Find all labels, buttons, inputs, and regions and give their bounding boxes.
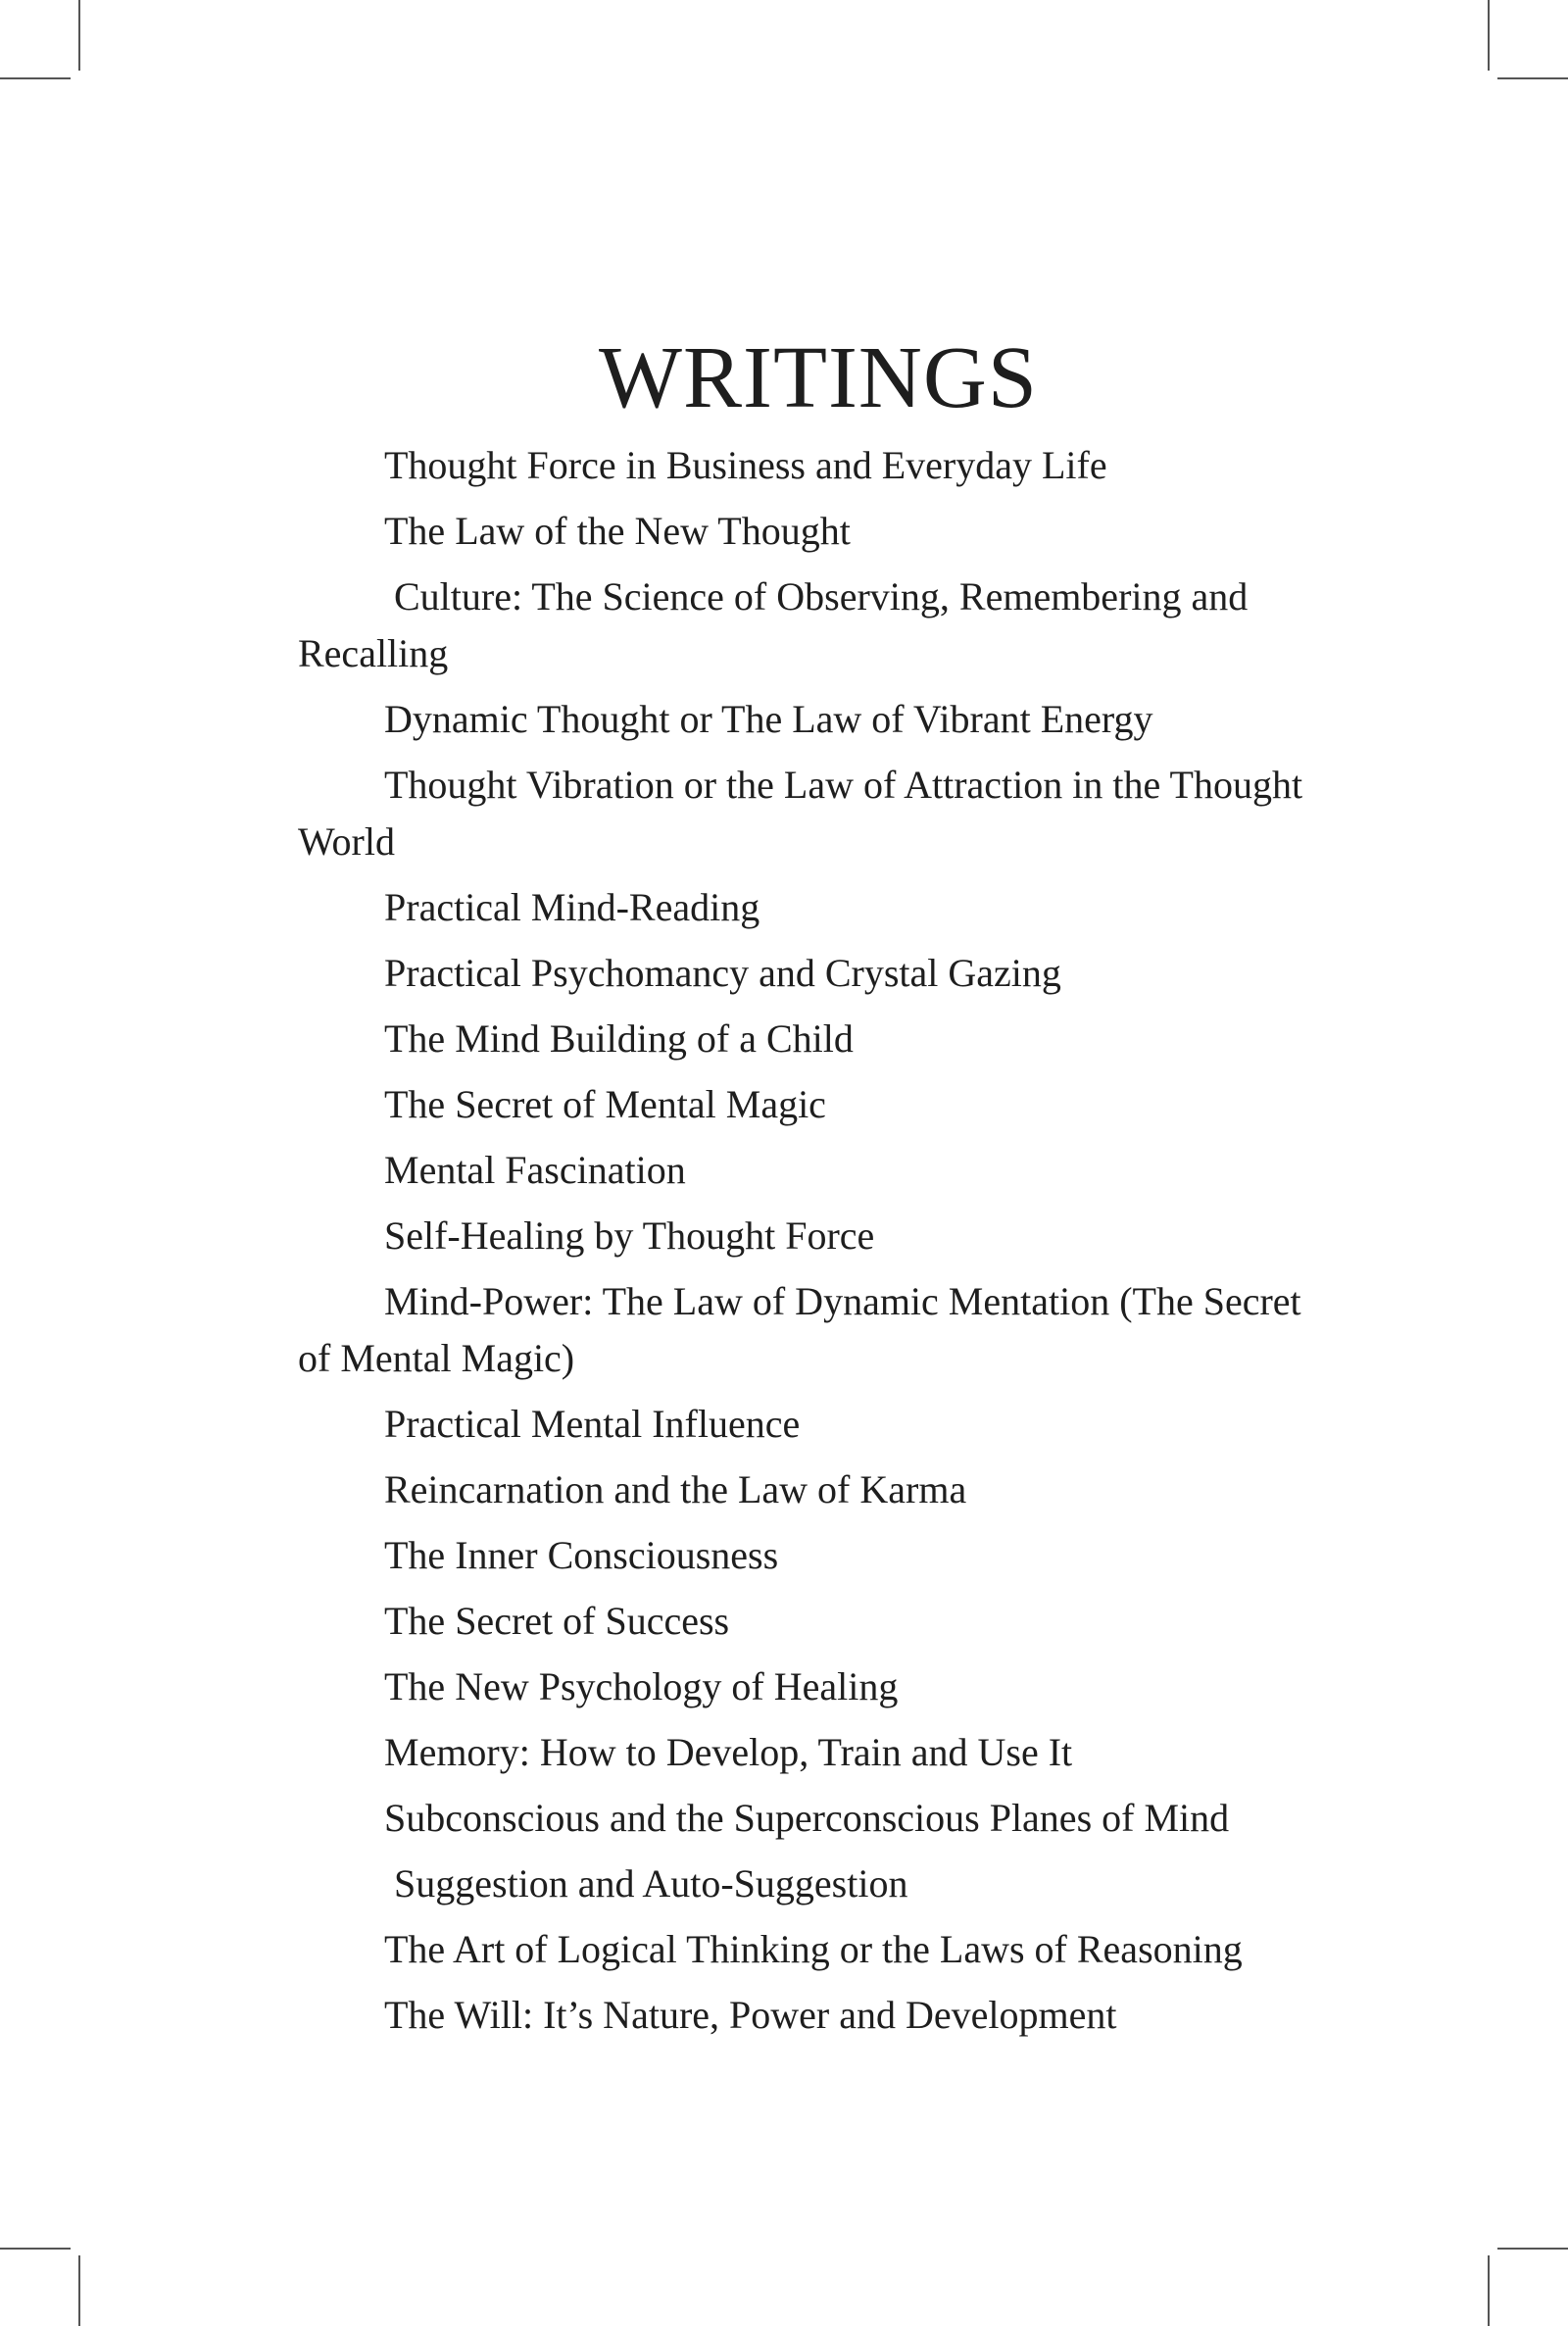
writing-entry: The Inner Consciousness xyxy=(384,1533,779,1577)
writing-entry: Self-Healing by Thought Force xyxy=(384,1213,875,1258)
writing-entry: Culture: The Science of Observing, Remembering and Recalling xyxy=(298,574,1249,675)
writing-entry: Mind-Power: The Law of Dynamic Mentation (The Secret of Mental Magic) xyxy=(298,1279,1301,1380)
writing-entry: The Art of Logical Thinking or the Laws of Reasoning xyxy=(384,1927,1243,1971)
writing-entry: Dynamic Thought or The Law of Vibrant Energy xyxy=(384,697,1153,741)
writing-entry: Thought Force in Business and Everyday Life xyxy=(384,443,1107,487)
writing-entry: The New Psychology of Healing xyxy=(384,1664,899,1708)
writing-entry: Practical Mind-Reading xyxy=(384,885,760,929)
writing-entry: The Mind Building of a Child xyxy=(384,1016,854,1061)
writing-entry: Memory: How to Develop, Train and Use It xyxy=(384,1730,1073,1774)
crop-mark-top-right-vertical xyxy=(1488,0,1490,71)
crop-mark-bottom-right-vertical xyxy=(1488,2255,1490,2326)
writing-entry: Subconscious and the Superconscious Planes of Mind xyxy=(384,1796,1230,1840)
writing-entry: The Will: It’s Nature, Power and Development xyxy=(384,1993,1117,2037)
writings-list xyxy=(298,437,1317,2053)
crop-mark-top-left-vertical xyxy=(78,0,80,71)
writing-entry: The Secret of Success xyxy=(384,1599,730,1643)
page-title: WRITINGS xyxy=(599,329,1038,426)
writing-entry: Reincarnation and the Law of Karma xyxy=(384,1467,967,1511)
writing-entry: The Law of the New Thought xyxy=(384,509,851,553)
writing-entry: Suggestion and Auto-Suggestion xyxy=(394,1861,908,1905)
crop-mark-top-right-horizontal xyxy=(1497,77,1568,79)
crop-mark-bottom-right-horizontal xyxy=(1497,2248,1568,2250)
writing-entry: Mental Fascination xyxy=(384,1148,686,1192)
writing-entry: Practical Psychomancy and Crystal Gazing xyxy=(384,951,1061,995)
crop-mark-top-left-horizontal xyxy=(0,77,71,79)
writing-entry: Thought Vibration or the Law of Attraction in the Thought World xyxy=(298,763,1303,864)
crop-mark-bottom-left-vertical xyxy=(78,2255,80,2326)
crop-mark-bottom-left-horizontal xyxy=(0,2248,71,2250)
writing-entry: Practical Mental Influence xyxy=(384,1402,801,1446)
writing-entry: The Secret of Mental Magic xyxy=(384,1082,826,1126)
